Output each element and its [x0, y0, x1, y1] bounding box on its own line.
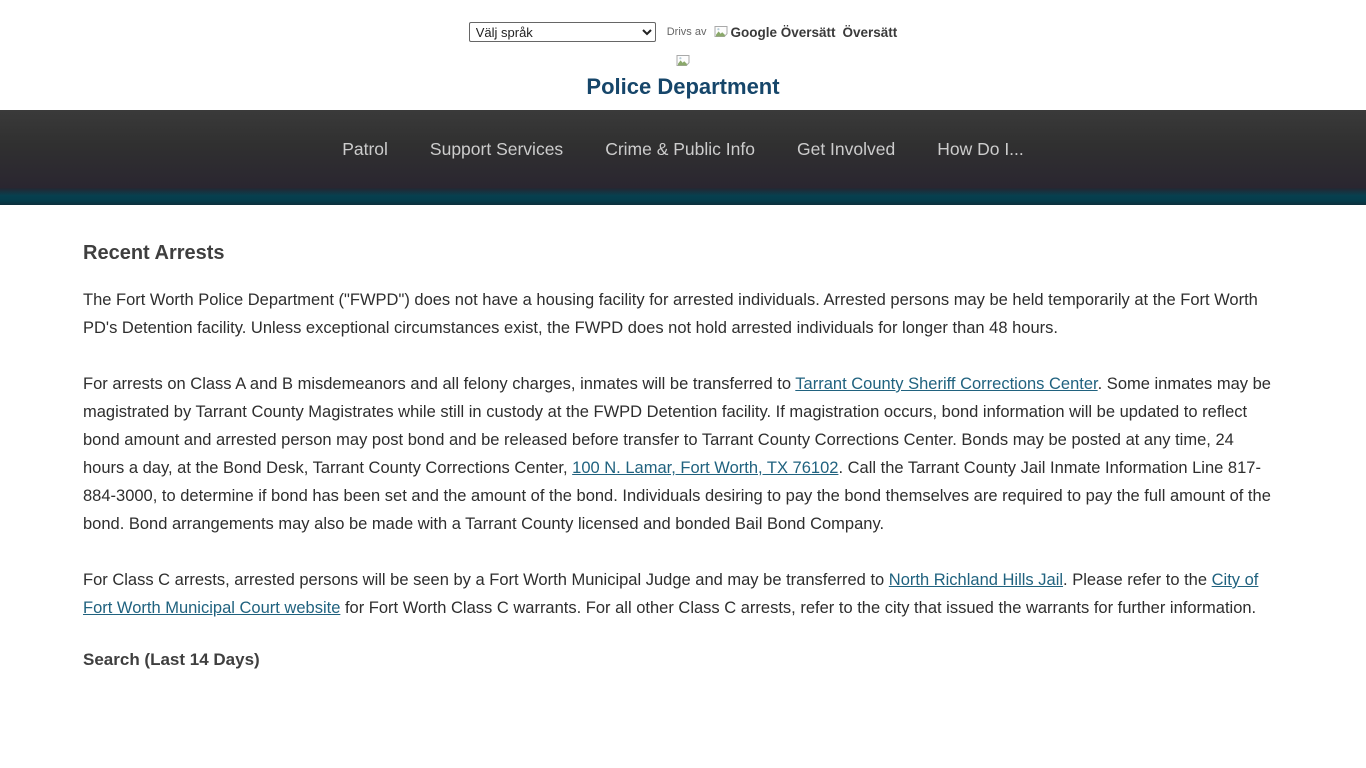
page-title: Recent Arrests [83, 242, 225, 264]
google-translate-widget [0, 0, 1366, 42]
paragraph-class-ab-misdemeanors [83, 370, 1274, 538]
nav-item-how-do-i[interactable]: How Do I... [937, 138, 1024, 159]
north-richland-hills-jail-link[interactable]: North Richland Hills Jail [888, 571, 1064, 589]
text-segment: for Fort Worth Class C warrants. For all other Class C arrests, refer to the city that issued the warrants for further information. [340, 599, 1257, 617]
paragraph-class-c-arrests [83, 566, 1274, 622]
text-segment: . Some inmates may be magistrated by Tarrant County Magistrates while still in custody at the FWPD Detention facility. If magistration occurs, bond information will be updated to reflect bond amount and arrested person may post bond and be released before transfer to Tarrant County Corrections Center. Bonds may be posted at any time, 24 hours a day, at the Bond Desk, Tarrant County Corrections Center, [83, 375, 1271, 477]
google-translate-logo-alt: Google Översätt [730, 24, 836, 40]
nav-item-support-services[interactable]: Support Services [429, 138, 564, 159]
bond-desk-address-link[interactable]: 100 N. Lamar, Fort Worth, TX 76102 [572, 459, 839, 477]
tarrant-county-sheriff-corrections-center-link[interactable]: Tarrant County Sheriff Corrections Center [795, 375, 1098, 393]
site-logo-broken [0, 53, 1366, 69]
municipal-court-website-link[interactable]: City of Fort Worth Municipal Court website [83, 571, 1259, 617]
site-header [0, 0, 1366, 110]
nav-item-patrol[interactable]: Patrol [342, 138, 388, 159]
text-segment: For Class C arrests, arrested persons will be seen by a Fort Worth Municipal Judge and may be transferred to [83, 571, 889, 589]
text-segment: . Call the Tarrant County Jail Inmate Information Line 817-884-3000, to determine if bond has been set and the amount of the bond. Individuals desiring to pay the bond themselves are required to pay the full amount of the bond. Bond arrangements may also be made with a Tarrant County licensed and bonded Bail Bond Company. [83, 459, 1271, 533]
powered-by-label: Drivs av [666, 26, 707, 38]
text-segment: For arrests on Class A and B misdemeanors and all felony charges, inmates will be transferred to [83, 375, 796, 393]
text-segment: The Fort Worth Police Department ("FWPD") does not have a housing facility for arrested individuals. Arrested persons may be held temporarily at the Fort Worth PD's Detention facility. Unless exceptional circumstances exist, the FWPD does not hold arrested individuals for longer than 48 hours. [83, 291, 1258, 337]
broken-image-icon [713, 24, 729, 40]
paragraph-housing-policy [83, 286, 1274, 342]
google-translate-brand [713, 24, 835, 40]
nav-item-get-involved[interactable]: Get Involved [796, 138, 896, 159]
translate-button-label[interactable]: Översätt [842, 24, 898, 40]
language-select[interactable] [469, 22, 656, 42]
main-content [0, 205, 1366, 670]
nav-accent-strip [0, 188, 1366, 205]
site-title[interactable]: Police Department [586, 74, 780, 99]
broken-image-icon [675, 53, 691, 69]
nav-item-crime-public-info[interactable]: Crime & Public Info [605, 138, 755, 159]
main-navigation [0, 110, 1366, 188]
search-last-14-days-heading: Search (Last 14 Days) [83, 650, 260, 669]
text-segment: . Please refer to the [1063, 571, 1212, 589]
